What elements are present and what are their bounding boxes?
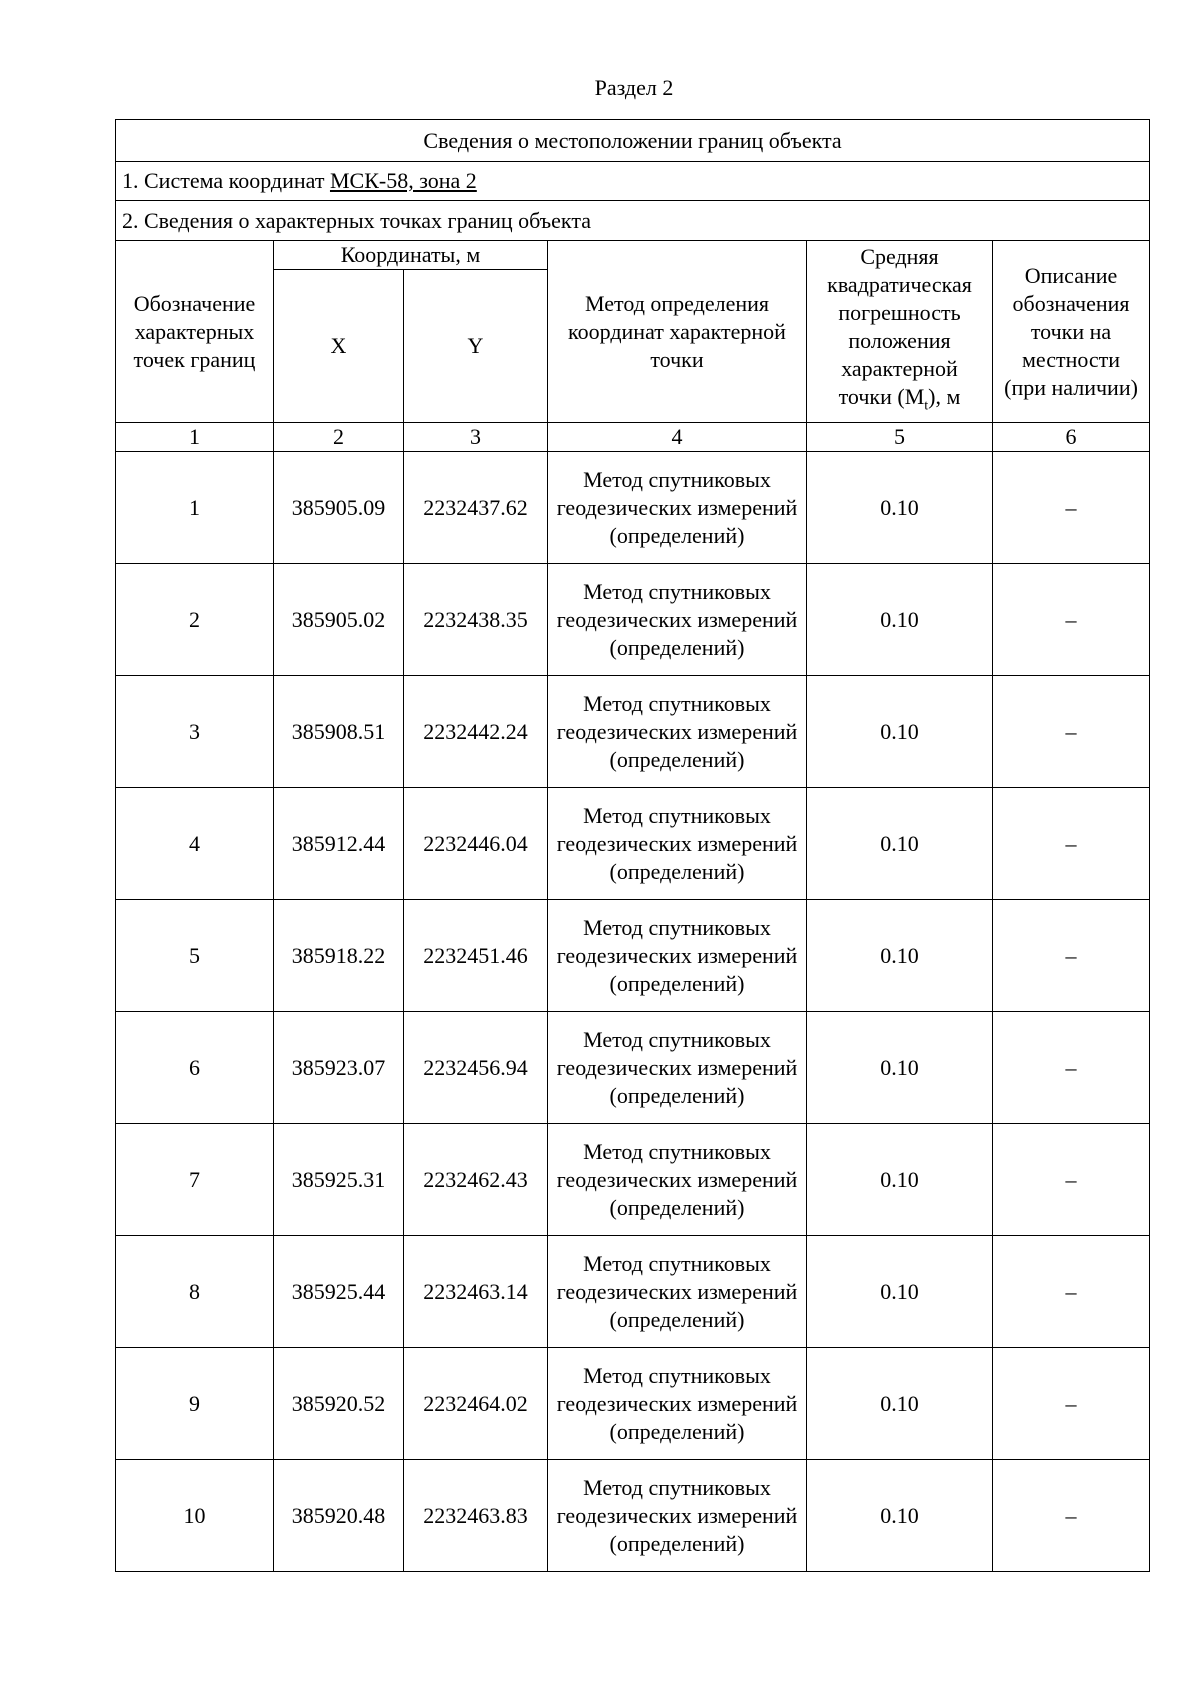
y-cell: 2232442.24 <box>404 676 548 788</box>
header-error-text: Средняя квадратическая погрешность положения характерной точки (M <box>827 243 972 409</box>
point-cell: 3 <box>116 676 274 788</box>
point-cell: 5 <box>116 900 274 1012</box>
description-cell: – <box>993 788 1150 900</box>
table-body <box>116 120 1150 1572</box>
point-cell: 4 <box>116 788 274 900</box>
header-error <box>807 241 993 423</box>
point-cell: 6 <box>116 1012 274 1124</box>
table-row <box>116 1012 1150 1124</box>
table-row <box>116 1460 1150 1572</box>
x-cell: 385912.44 <box>274 788 404 900</box>
description-cell: – <box>993 1460 1150 1572</box>
method-cell: Метод спутниковых геодезических измерений (определений) <box>548 1012 807 1124</box>
table-row <box>116 676 1150 788</box>
method-cell: Метод спутниковых геодезических измерений (определений) <box>548 1236 807 1348</box>
y-cell: 2232446.04 <box>404 788 548 900</box>
header-error-subscript: t <box>924 398 929 414</box>
description-cell: – <box>993 564 1150 676</box>
error-cell: 0.10 <box>807 1348 993 1460</box>
points-heading-row <box>116 201 1150 241</box>
method-cell: Метод спутниковых геодезических измерений (определений) <box>548 452 807 564</box>
error-cell: 0.10 <box>807 1124 993 1236</box>
header-y: Y <box>404 270 548 423</box>
description-cell: – <box>993 676 1150 788</box>
table-row <box>116 1124 1150 1236</box>
x-cell: 385920.52 <box>274 1348 404 1460</box>
y-cell: 2232463.83 <box>404 1460 548 1572</box>
y-cell: 2232437.62 <box>404 452 548 564</box>
description-cell: – <box>993 1124 1150 1236</box>
column-number: 1 <box>116 423 274 452</box>
error-cell: 0.10 <box>807 564 993 676</box>
error-cell: 0.10 <box>807 900 993 1012</box>
section-title: Раздел 2 <box>594 75 674 100</box>
point-cell: 7 <box>116 1124 274 1236</box>
x-cell: 385920.48 <box>274 1460 404 1572</box>
method-cell: Метод спутниковых геодезических измерений (определений) <box>548 564 807 676</box>
point-cell: 10 <box>116 1460 274 1572</box>
table-row <box>116 788 1150 900</box>
column-number: 3 <box>404 423 548 452</box>
y-cell: 2232456.94 <box>404 1012 548 1124</box>
boundary-points-table <box>115 119 1150 1572</box>
y-cell: 2232438.35 <box>404 564 548 676</box>
method-cell: Метод спутниковых геодезических измерений (определений) <box>548 1124 807 1236</box>
error-cell: 0.10 <box>807 1012 993 1124</box>
description-cell: – <box>993 1348 1150 1460</box>
column-number: 6 <box>993 423 1150 452</box>
table-row <box>116 452 1150 564</box>
x-cell: 385925.44 <box>274 1236 404 1348</box>
point-cell: 9 <box>116 1348 274 1460</box>
point-cell: 2 <box>116 564 274 676</box>
x-cell: 385905.02 <box>274 564 404 676</box>
table-row <box>116 564 1150 676</box>
y-cell: 2232451.46 <box>404 900 548 1012</box>
coord-system-prefix: 1. Система координат <box>122 168 330 193</box>
point-cell: 8 <box>116 1236 274 1348</box>
y-cell: 2232464.02 <box>404 1348 548 1460</box>
column-number: 2 <box>274 423 404 452</box>
point-cell: 1 <box>116 452 274 564</box>
method-cell: Метод спутниковых геодезических измерений (определений) <box>548 1460 807 1572</box>
x-cell: 385923.07 <box>274 1012 404 1124</box>
table-title: Сведения о местоположении границ объекта <box>116 120 1150 162</box>
coord-system-row <box>116 162 1150 201</box>
x-cell: 385905.09 <box>274 452 404 564</box>
error-cell: 0.10 <box>807 452 993 564</box>
table-row <box>116 900 1150 1012</box>
header-x: X <box>274 270 404 423</box>
header-error-unit: ), м <box>928 383 961 409</box>
header-description: Описание обозначения точки на местности (при наличии) <box>993 241 1150 423</box>
method-cell: Метод спутниковых геодезических измерений (определений) <box>548 1348 807 1460</box>
header-coordinates: Координаты, м <box>274 241 548 270</box>
method-cell: Метод спутниковых геодезических измерений (определений) <box>548 900 807 1012</box>
x-cell: 385925.31 <box>274 1124 404 1236</box>
coord-system-value: МСК-58, зона 2 <box>329 168 477 193</box>
coord-system-cell <box>116 162 1150 201</box>
column-number: 5 <box>807 423 993 452</box>
description-cell: – <box>993 900 1150 1012</box>
description-cell: – <box>993 452 1150 564</box>
column-number: 4 <box>548 423 807 452</box>
error-cell: 0.10 <box>807 1460 993 1572</box>
table-row <box>116 1348 1150 1460</box>
header-row-1 <box>116 241 1150 270</box>
column-numbers-row <box>116 423 1150 452</box>
header-point-designation: Обозначение характерных точек границ <box>116 241 274 423</box>
header-method: Метод определения координат характерной точки <box>548 241 807 423</box>
points-heading: 2. Сведения о характерных точках границ объекта <box>116 201 1150 241</box>
x-cell: 385908.51 <box>274 676 404 788</box>
table-row <box>116 1236 1150 1348</box>
y-cell: 2232462.43 <box>404 1124 548 1236</box>
table-title-row <box>116 120 1150 162</box>
error-cell: 0.10 <box>807 788 993 900</box>
error-cell: 0.10 <box>807 676 993 788</box>
method-cell: Метод спутниковых геодезических измерений (определений) <box>548 676 807 788</box>
error-cell: 0.10 <box>807 1236 993 1348</box>
y-cell: 2232463.14 <box>404 1236 548 1348</box>
description-cell: – <box>993 1236 1150 1348</box>
method-cell: Метод спутниковых геодезических измерений (определений) <box>548 788 807 900</box>
description-cell: – <box>993 1012 1150 1124</box>
x-cell: 385918.22 <box>274 900 404 1012</box>
